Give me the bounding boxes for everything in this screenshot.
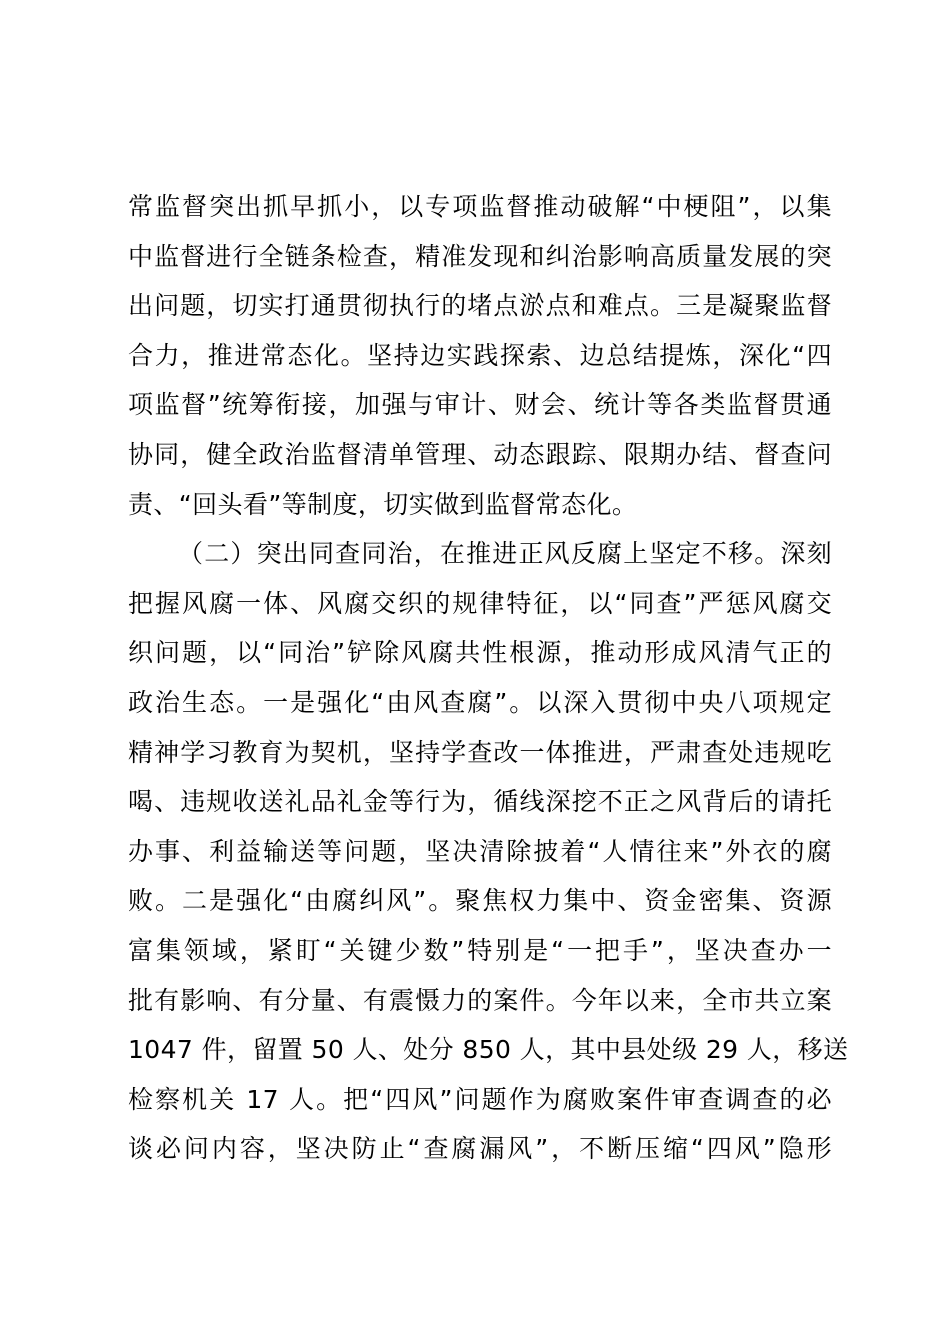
paragraph-line: 谈必问内容，坚决防止“查腐漏风”，不断压缩“四风”隐形	[128, 1134, 832, 1164]
paragraph-line: 出问题，切实打通贯彻执行的堵点淤点和难点。三是凝聚监督	[128, 291, 832, 321]
paragraph-line: 检察机关 17 人。把“四风”问题作为腐败案件审查调查的必	[128, 1084, 832, 1114]
paragraph-line: （二）突出同查同治，在推进正风反腐上坚定不移。深刻	[178, 539, 832, 569]
paragraph-line: 合力，推进常态化。坚持边实践探索、边总结提炼，深化“四	[128, 340, 832, 370]
paragraph-line: 1047 件，留置 50 人、处分 850 人，其中县处级 29 人，移送	[128, 1035, 849, 1065]
paragraph-line: 富集领域，紧盯“关键少数”特别是“一把手”，坚决查办一	[128, 935, 832, 965]
paragraph-2	[128, 529, 849, 1174]
paragraph-line: 责、“回头看”等制度，切实做到监督常态化。	[128, 489, 638, 519]
paragraph-line: 常监督突出抓早抓小，以专项监督推动破解“中梗阻”，以集	[128, 192, 832, 221]
paragraph-line: 批有影响、有分量、有震慑力的案件。今年以来，全市共立案	[128, 985, 832, 1015]
paragraph-line: 项监督”统筹衔接，加强与审计、财会、统计等各类监督贯通	[128, 390, 832, 420]
paragraph-1	[128, 182, 832, 529]
paragraph-line: 协同，健全政治监督清单管理、动态跟踪、限期办结、督查问	[128, 439, 832, 469]
paragraph-line: 喝、违规收送礼品礼金等行为，循线深挖不正之风背后的请托	[128, 787, 832, 817]
paragraph-line: 中监督进行全链条检查，精准发现和纠治影响高质量发展的突	[128, 241, 832, 271]
paragraph-line: 办事、利益输送等问题，坚决清除披着“人情往来”外衣的腐	[128, 836, 832, 866]
paragraph-line: 政治生态。一是强化“由风查腐”。以深入贯彻中央八项规定	[128, 687, 832, 717]
paragraph-line: 精神学习教育为契机，坚持学查改一体推进，严肃查处违规吃	[128, 737, 832, 767]
paragraph-line: 败。二是强化“由腐纠风”。聚焦权力集中、资金密集、资源	[128, 886, 832, 916]
paragraph-line: 织问题，以“同治”铲除风腐共性根源，推动形成风清气正的	[128, 638, 832, 668]
paragraph-line: 把握风腐一体、风腐交织的规律特征，以“同查”严惩风腐交	[128, 588, 832, 618]
document-body	[128, 182, 849, 1174]
